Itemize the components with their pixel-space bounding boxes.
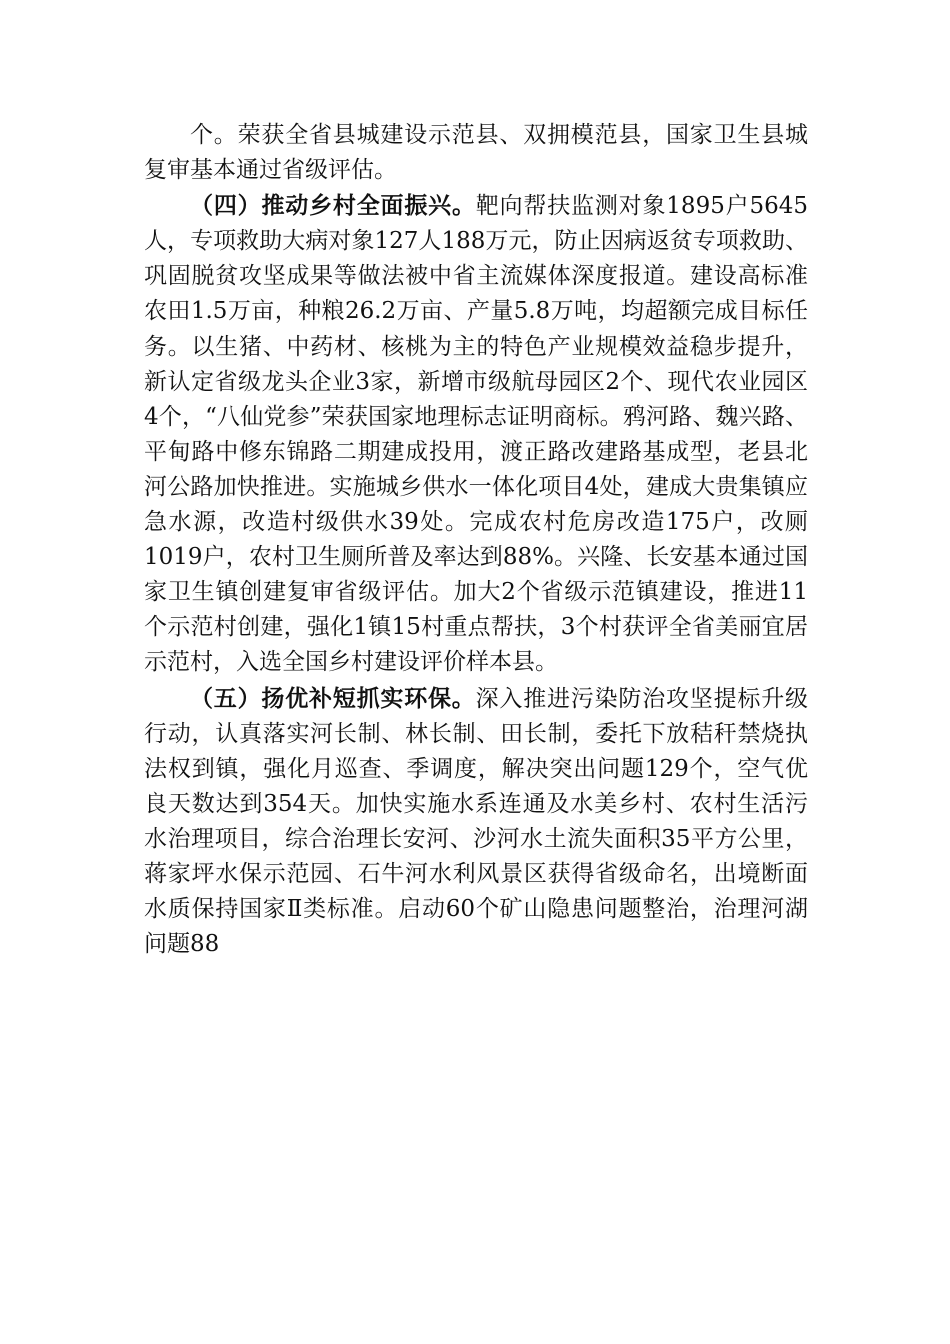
section-heading-five: （五）扬优补短抓实环保。 bbox=[190, 684, 476, 712]
paragraph-body: 深入推进污染防治攻坚提标升级行动，认真落实河长制、林长制、田长制，委托下放秸秆禁烧执法权到镇，强化月巡查、季调度，解决突出问题129个，空气优良天数达到354天。加快实施水系连通及水美乡村、农村生活污水治理项目，综合治理长安河、沙河水土流失面积35平方公里，蒋家坪水保示范园、石牛河水利风景区获得省级命名，出境断面水质保持国家Ⅱ类标准。启动60个矿山隐患问题整治，治理河湖问题88 bbox=[144, 685, 809, 958]
section-heading-four: （四）推动乡村全面振兴。 bbox=[190, 192, 476, 220]
paragraph-section-five bbox=[144, 681, 808, 963]
paragraph-body: 靶向帮扶监测对象1895户5645人，专项救助大病对象127人188万元，防止因病返贫专项救助、巩固脱贫攻坚成果等做法被中省主流媒体深度报道。建设高标准农田1.5万亩，种粮26.2万亩、产量5.8万吨，均超额完成目标任务。以生猪、中药材、核桃为主的特色产业规模效益稳步提升，新认定省级龙头企业3家，新增市级航母园区2个、现代农业园区4个，“八仙党参”荣获国家地理标志证明商标。鸦河路、魏兴路、平甸路中修东锦路二期建成投用，渡正路改建路基成型，老县北河公路加快推进。实施城乡供水一体化项目4处，建成大贵集镇应急水源，改造村级供水39处。完成农村危房改造175户，改厕1019户，农村卫生厕所普及率达到88%。兴隆、长安基本通过国家卫生镇创建复审省级评估。加大2个省级示范镇建设，推进11个示范村创建，强化1镇15村重点帮扶，3个村获评全省美丽宜居示范村，入选全国乡村建设评价样本县。 bbox=[144, 193, 808, 676]
paragraph-body: 个。荣获全省县城建设示范县、双拥模范县，国家卫生县城复审基本通过省级评估。 bbox=[144, 122, 808, 184]
paragraph-continuation bbox=[144, 118, 808, 188]
document-body bbox=[144, 118, 808, 962]
paragraph-section-four bbox=[144, 188, 808, 680]
